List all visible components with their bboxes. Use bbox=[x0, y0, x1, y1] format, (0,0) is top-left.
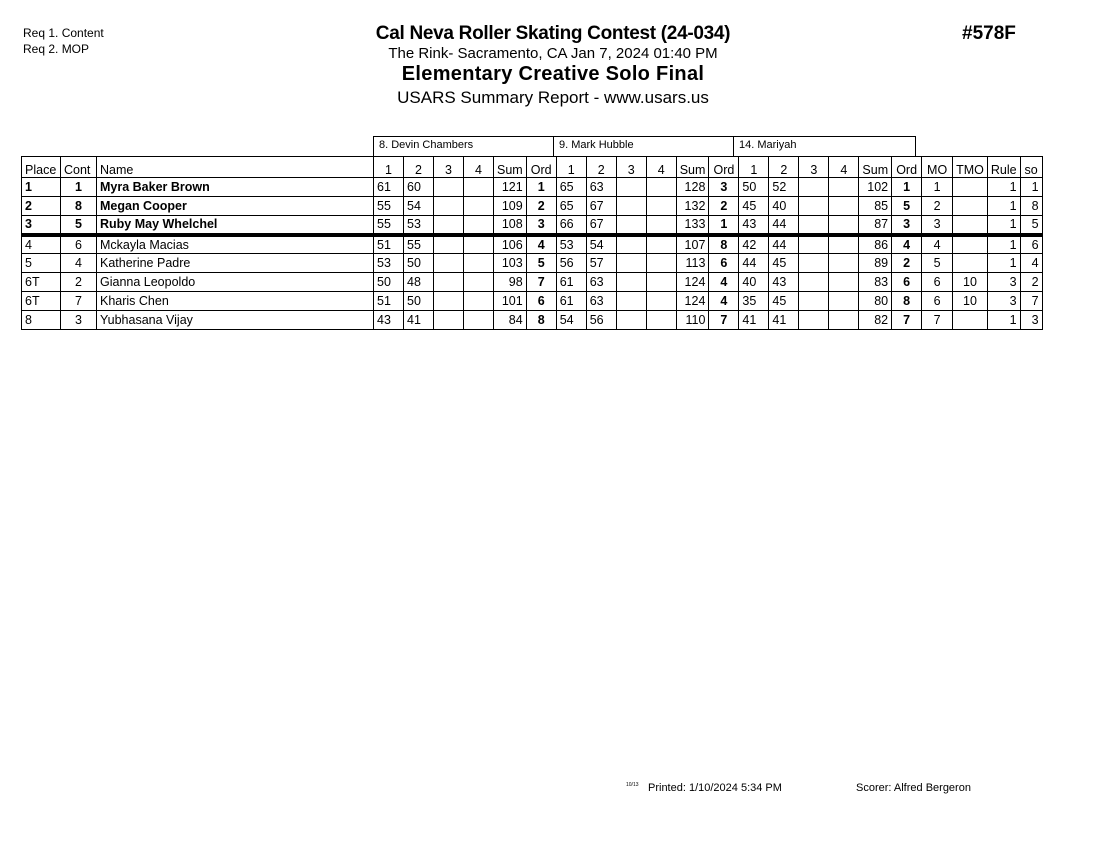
cell-judge3-sum: 87 bbox=[859, 216, 892, 235]
cell-judge2-sum: 107 bbox=[676, 235, 709, 254]
cell-judge1-sum: 84 bbox=[494, 311, 527, 330]
cell-rule: 1 bbox=[987, 216, 1020, 235]
cell-so: 1 bbox=[1020, 178, 1042, 197]
table-header-row bbox=[22, 157, 1043, 178]
cell-judge3-ordinal: 3 bbox=[892, 216, 922, 235]
cell-cont: 3 bbox=[61, 311, 97, 330]
cell-judge3-ordinal: 1 bbox=[892, 178, 922, 197]
cell-cont: 6 bbox=[61, 235, 97, 254]
cell-judge1-score-2: 50 bbox=[404, 254, 434, 273]
cell-mo: 2 bbox=[922, 197, 953, 216]
cell-cont: 8 bbox=[61, 197, 97, 216]
cell-judge1-score-2: 54 bbox=[404, 197, 434, 216]
cell-judge2-sum: 133 bbox=[676, 216, 709, 235]
cell-judge3-score-2: 44 bbox=[769, 235, 799, 254]
cell-judge1-sum: 98 bbox=[494, 273, 527, 292]
report-id: #578F bbox=[962, 23, 1016, 44]
cell-judge3-score-2: 45 bbox=[769, 254, 799, 273]
col-header-j2-sum: Sum bbox=[676, 157, 709, 178]
col-header-mo: MO bbox=[922, 157, 953, 178]
cell-judge1-score-4 bbox=[464, 197, 494, 216]
cell-judge1-score-3 bbox=[434, 216, 464, 235]
cell-judge1-score-4 bbox=[464, 273, 494, 292]
col-header-j1-1: 1 bbox=[374, 157, 404, 178]
col-header-j1-2: 2 bbox=[404, 157, 434, 178]
cell-name: Megan Cooper bbox=[97, 197, 374, 216]
cell-judge2-score-2: 63 bbox=[586, 292, 616, 311]
table-row bbox=[22, 178, 1043, 197]
cell-judge2-score-1: 66 bbox=[556, 216, 586, 235]
cell-judge2-score-3 bbox=[616, 216, 646, 235]
title-block bbox=[0, 23, 1100, 108]
cell-judge1-score-4 bbox=[464, 216, 494, 235]
cell-judge2-score-2: 67 bbox=[586, 197, 616, 216]
cell-judge1-sum: 121 bbox=[494, 178, 527, 197]
cell-judge3-sum: 83 bbox=[859, 273, 892, 292]
col-header-j3-2: 2 bbox=[769, 157, 799, 178]
cell-judge1-score-2: 53 bbox=[404, 216, 434, 235]
cell-place: 6T bbox=[22, 292, 61, 311]
cell-place: 2 bbox=[22, 197, 61, 216]
cell-judge3-score-4 bbox=[829, 235, 859, 254]
cell-judge1-sum: 109 bbox=[494, 197, 527, 216]
cell-judge3-score-2: 40 bbox=[769, 197, 799, 216]
cell-judge1-ordinal: 4 bbox=[526, 235, 556, 254]
cell-judge3-score-1: 42 bbox=[739, 235, 769, 254]
cell-judge1-score-4 bbox=[464, 178, 494, 197]
cell-judge3-score-3 bbox=[799, 311, 829, 330]
cell-place: 1 bbox=[22, 178, 61, 197]
col-header-rule: Rule bbox=[987, 157, 1020, 178]
cell-judge3-score-1: 41 bbox=[739, 311, 769, 330]
cell-judge1-score-3 bbox=[434, 311, 464, 330]
cell-judge3-ordinal: 6 bbox=[892, 273, 922, 292]
cell-judge1-sum: 106 bbox=[494, 235, 527, 254]
cell-judge2-sum: 113 bbox=[676, 254, 709, 273]
col-header-cont: Cont bbox=[61, 157, 97, 178]
cell-name: Ruby May Whelchel bbox=[97, 216, 374, 235]
cell-judge2-ordinal: 4 bbox=[709, 292, 739, 311]
cell-mo: 6 bbox=[922, 292, 953, 311]
cell-judge2-score-4 bbox=[646, 254, 676, 273]
cell-cont: 7 bbox=[61, 292, 97, 311]
col-header-j1-3: 3 bbox=[434, 157, 464, 178]
scorer-name: Scorer: Alfred Bergeron bbox=[856, 782, 971, 794]
results-table bbox=[21, 156, 1043, 330]
cell-rule: 1 bbox=[987, 235, 1020, 254]
event-title: Elementary Creative Solo Final bbox=[401, 63, 705, 85]
cell-judge2-score-1: 61 bbox=[556, 292, 586, 311]
cell-judge2-score-1: 61 bbox=[556, 273, 586, 292]
cell-place: 3 bbox=[22, 216, 61, 235]
cell-judge2-score-3 bbox=[616, 178, 646, 197]
cell-judge1-score-4 bbox=[464, 311, 494, 330]
table-row bbox=[22, 235, 1043, 254]
cell-tmo bbox=[953, 178, 988, 197]
cell-judge2-score-3 bbox=[616, 311, 646, 330]
cell-judge3-score-1: 40 bbox=[739, 273, 769, 292]
table-row bbox=[22, 311, 1043, 330]
cell-name: Kharis Chen bbox=[97, 292, 374, 311]
cell-tmo bbox=[953, 311, 988, 330]
cell-judge3-ordinal: 8 bbox=[892, 292, 922, 311]
cell-judge2-ordinal: 2 bbox=[709, 197, 739, 216]
cell-judge2-score-1: 56 bbox=[556, 254, 586, 273]
cell-tmo bbox=[953, 197, 988, 216]
contest-title: Cal Neva Roller Skating Contest (24-034) bbox=[375, 23, 731, 44]
cell-judge1-score-1: 50 bbox=[374, 273, 404, 292]
cell-judge3-sum: 85 bbox=[859, 197, 892, 216]
cell-judge3-ordinal: 5 bbox=[892, 197, 922, 216]
col-header-place: Place bbox=[22, 157, 61, 178]
cell-judge3-sum: 82 bbox=[859, 311, 892, 330]
cell-judge1-score-3 bbox=[434, 292, 464, 311]
cell-name: Gianna Leopoldo bbox=[97, 273, 374, 292]
cell-judge2-score-2: 57 bbox=[586, 254, 616, 273]
cell-judge2-score-2: 56 bbox=[586, 311, 616, 330]
table-row bbox=[22, 273, 1043, 292]
cell-mo: 1 bbox=[922, 178, 953, 197]
cell-judge3-score-3 bbox=[799, 235, 829, 254]
cell-judge3-score-4 bbox=[829, 216, 859, 235]
cell-judge1-score-1: 55 bbox=[374, 216, 404, 235]
cell-judge3-score-4 bbox=[829, 292, 859, 311]
cell-judge2-score-4 bbox=[646, 216, 676, 235]
cell-rule: 1 bbox=[987, 311, 1020, 330]
cell-judge1-ordinal: 7 bbox=[526, 273, 556, 292]
cell-judge1-score-3 bbox=[434, 254, 464, 273]
col-header-j2-4: 4 bbox=[646, 157, 676, 178]
cell-rule: 1 bbox=[987, 197, 1020, 216]
col-header-so: so bbox=[1020, 157, 1042, 178]
cell-judge2-score-3 bbox=[616, 197, 646, 216]
cell-judge2-score-2: 67 bbox=[586, 216, 616, 235]
cell-cont: 4 bbox=[61, 254, 97, 273]
cell-so: 3 bbox=[1020, 311, 1042, 330]
judge-header: 14. Mariyah bbox=[733, 136, 916, 156]
cell-mo: 4 bbox=[922, 235, 953, 254]
cell-judge3-score-2: 45 bbox=[769, 292, 799, 311]
cell-judge2-score-2: 63 bbox=[586, 178, 616, 197]
cell-judge1-ordinal: 2 bbox=[526, 197, 556, 216]
cell-tmo bbox=[953, 216, 988, 235]
col-header-j3-ord: Ord bbox=[892, 157, 922, 178]
cell-judge2-score-3 bbox=[616, 273, 646, 292]
cell-judge1-score-2: 55 bbox=[404, 235, 434, 254]
cell-place: 5 bbox=[22, 254, 61, 273]
cell-cont: 5 bbox=[61, 216, 97, 235]
printed-timestamp: Printed: 1/10/2024 5:34 PM bbox=[648, 782, 782, 794]
cell-judge2-score-1: 54 bbox=[556, 311, 586, 330]
cell-judge3-sum: 89 bbox=[859, 254, 892, 273]
col-header-j2-3: 3 bbox=[616, 157, 646, 178]
col-header-j3-sum: Sum bbox=[859, 157, 892, 178]
cell-rule: 3 bbox=[987, 292, 1020, 311]
col-header-j2-ord: Ord bbox=[709, 157, 739, 178]
cell-judge1-ordinal: 3 bbox=[526, 216, 556, 235]
cell-judge1-ordinal: 6 bbox=[526, 292, 556, 311]
col-header-j3-3: 3 bbox=[799, 157, 829, 178]
cell-judge1-score-4 bbox=[464, 292, 494, 311]
cell-judge3-score-4 bbox=[829, 254, 859, 273]
cell-so: 4 bbox=[1020, 254, 1042, 273]
col-header-j2-2: 2 bbox=[586, 157, 616, 178]
cell-judge3-score-2: 44 bbox=[769, 216, 799, 235]
cell-mo: 7 bbox=[922, 311, 953, 330]
cell-judge2-sum: 128 bbox=[676, 178, 709, 197]
cell-judge2-score-4 bbox=[646, 178, 676, 197]
cell-judge2-score-1: 53 bbox=[556, 235, 586, 254]
col-header-j3-1: 1 bbox=[739, 157, 769, 178]
col-header-j1-ord: Ord bbox=[526, 157, 556, 178]
cell-so: 7 bbox=[1020, 292, 1042, 311]
cell-judge2-sum: 124 bbox=[676, 273, 709, 292]
cell-judge3-score-4 bbox=[829, 197, 859, 216]
col-header-j2-1: 1 bbox=[556, 157, 586, 178]
cell-judge1-score-2: 50 bbox=[404, 292, 434, 311]
page-mark: 10/13 bbox=[626, 782, 639, 788]
cell-judge3-score-1: 45 bbox=[739, 197, 769, 216]
cell-judge3-score-3 bbox=[799, 216, 829, 235]
cell-mo: 6 bbox=[922, 273, 953, 292]
cell-place: 6T bbox=[22, 273, 61, 292]
requirement-line: Req 1. Content bbox=[23, 26, 104, 40]
judge-header: 9. Mark Hubble bbox=[553, 136, 734, 156]
cell-mo: 5 bbox=[922, 254, 953, 273]
cell-judge1-sum: 103 bbox=[494, 254, 527, 273]
cell-judge3-sum: 86 bbox=[859, 235, 892, 254]
cell-cont: 2 bbox=[61, 273, 97, 292]
cell-so: 6 bbox=[1020, 235, 1042, 254]
cell-judge3-score-2: 52 bbox=[769, 178, 799, 197]
cell-judge2-score-1: 65 bbox=[556, 197, 586, 216]
table-row bbox=[22, 254, 1043, 273]
cell-tmo bbox=[953, 235, 988, 254]
cell-judge1-score-4 bbox=[464, 254, 494, 273]
cell-name: Yubhasana Vijay bbox=[97, 311, 374, 330]
cell-judge3-ordinal: 7 bbox=[892, 311, 922, 330]
cell-judge1-score-1: 51 bbox=[374, 235, 404, 254]
cell-judge1-score-1: 61 bbox=[374, 178, 404, 197]
cell-judge1-score-3 bbox=[434, 197, 464, 216]
cell-judge3-ordinal: 2 bbox=[892, 254, 922, 273]
cell-judge1-ordinal: 5 bbox=[526, 254, 556, 273]
cell-judge1-score-1: 55 bbox=[374, 197, 404, 216]
cell-judge1-score-3 bbox=[434, 178, 464, 197]
cell-judge3-score-3 bbox=[799, 273, 829, 292]
cell-place: 8 bbox=[22, 311, 61, 330]
cell-judge3-score-4 bbox=[829, 178, 859, 197]
cell-judge3-score-3 bbox=[799, 292, 829, 311]
cell-judge1-score-4 bbox=[464, 235, 494, 254]
cell-judge1-sum: 108 bbox=[494, 216, 527, 235]
contest-location: The Rink- Sacramento, CA Jan 7, 2024 01:40 PM bbox=[388, 45, 718, 62]
cell-judge1-score-1: 51 bbox=[374, 292, 404, 311]
cell-judge2-score-2: 63 bbox=[586, 273, 616, 292]
cell-name: Mckayla Macias bbox=[97, 235, 374, 254]
cell-judge2-ordinal: 8 bbox=[709, 235, 739, 254]
cell-tmo bbox=[953, 254, 988, 273]
cell-judge2-score-3 bbox=[616, 235, 646, 254]
cell-judge2-sum: 110 bbox=[676, 311, 709, 330]
cell-judge2-ordinal: 7 bbox=[709, 311, 739, 330]
cell-judge2-score-4 bbox=[646, 273, 676, 292]
cell-judge3-score-4 bbox=[829, 311, 859, 330]
cell-judge1-ordinal: 8 bbox=[526, 311, 556, 330]
col-header-j3-4: 4 bbox=[829, 157, 859, 178]
cell-tmo: 10 bbox=[953, 292, 988, 311]
cell-rule: 3 bbox=[987, 273, 1020, 292]
requirement-line: Req 2. MOP bbox=[23, 42, 90, 56]
cell-judge3-score-1: 43 bbox=[739, 216, 769, 235]
cell-judge1-score-1: 53 bbox=[374, 254, 404, 273]
col-header-j1-sum: Sum bbox=[494, 157, 527, 178]
cell-judge3-sum: 102 bbox=[859, 178, 892, 197]
cell-cont: 1 bbox=[61, 178, 97, 197]
cell-tmo: 10 bbox=[953, 273, 988, 292]
judge-header: 8. Devin Chambers bbox=[373, 136, 554, 156]
cell-so: 8 bbox=[1020, 197, 1042, 216]
cell-judge1-sum: 101 bbox=[494, 292, 527, 311]
cell-judge2-score-3 bbox=[616, 254, 646, 273]
cell-judge3-score-1: 50 bbox=[739, 178, 769, 197]
cell-judge2-score-4 bbox=[646, 311, 676, 330]
cell-judge1-score-2: 41 bbox=[404, 311, 434, 330]
cell-judge2-sum: 132 bbox=[676, 197, 709, 216]
cell-rule: 1 bbox=[987, 254, 1020, 273]
cell-judge2-score-1: 65 bbox=[556, 178, 586, 197]
cell-judge3-score-3 bbox=[799, 254, 829, 273]
cell-so: 2 bbox=[1020, 273, 1042, 292]
cell-judge3-score-4 bbox=[829, 273, 859, 292]
cell-place: 4 bbox=[22, 235, 61, 254]
cell-judge2-score-3 bbox=[616, 292, 646, 311]
cell-judge2-score-4 bbox=[646, 235, 676, 254]
table-row bbox=[22, 292, 1043, 311]
col-header-j1-4: 4 bbox=[464, 157, 494, 178]
cell-name: Katherine Padre bbox=[97, 254, 374, 273]
cell-judge3-score-3 bbox=[799, 197, 829, 216]
cell-judge3-score-3 bbox=[799, 178, 829, 197]
cell-rule: 1 bbox=[987, 178, 1020, 197]
col-header-tmo: TMO bbox=[953, 157, 988, 178]
cell-judge1-score-2: 48 bbox=[404, 273, 434, 292]
cell-judge2-score-4 bbox=[646, 292, 676, 311]
cell-judge2-ordinal: 1 bbox=[709, 216, 739, 235]
cell-judge2-ordinal: 6 bbox=[709, 254, 739, 273]
report-subtitle: USARS Summary Report - www.usars.us bbox=[397, 88, 709, 107]
cell-judge2-score-4 bbox=[646, 197, 676, 216]
cell-judge3-score-1: 44 bbox=[739, 254, 769, 273]
cell-judge2-ordinal: 3 bbox=[709, 178, 739, 197]
cell-name: Myra Baker Brown bbox=[97, 178, 374, 197]
cell-judge1-score-2: 60 bbox=[404, 178, 434, 197]
cell-judge3-score-2: 41 bbox=[769, 311, 799, 330]
cell-mo: 3 bbox=[922, 216, 953, 235]
cell-judge1-score-3 bbox=[434, 273, 464, 292]
cell-judge1-score-1: 43 bbox=[374, 311, 404, 330]
cell-so: 5 bbox=[1020, 216, 1042, 235]
cell-judge2-score-2: 54 bbox=[586, 235, 616, 254]
cell-judge3-ordinal: 4 bbox=[892, 235, 922, 254]
cell-judge3-sum: 80 bbox=[859, 292, 892, 311]
cell-judge3-score-2: 43 bbox=[769, 273, 799, 292]
cell-judge1-score-3 bbox=[434, 235, 464, 254]
cell-judge3-score-1: 35 bbox=[739, 292, 769, 311]
results-body bbox=[22, 178, 1043, 330]
col-header-name: Name bbox=[97, 157, 374, 178]
cell-judge2-sum: 124 bbox=[676, 292, 709, 311]
cell-judge1-ordinal: 1 bbox=[526, 178, 556, 197]
table-row bbox=[22, 197, 1043, 216]
cell-judge2-ordinal: 4 bbox=[709, 273, 739, 292]
table-row bbox=[22, 216, 1043, 235]
